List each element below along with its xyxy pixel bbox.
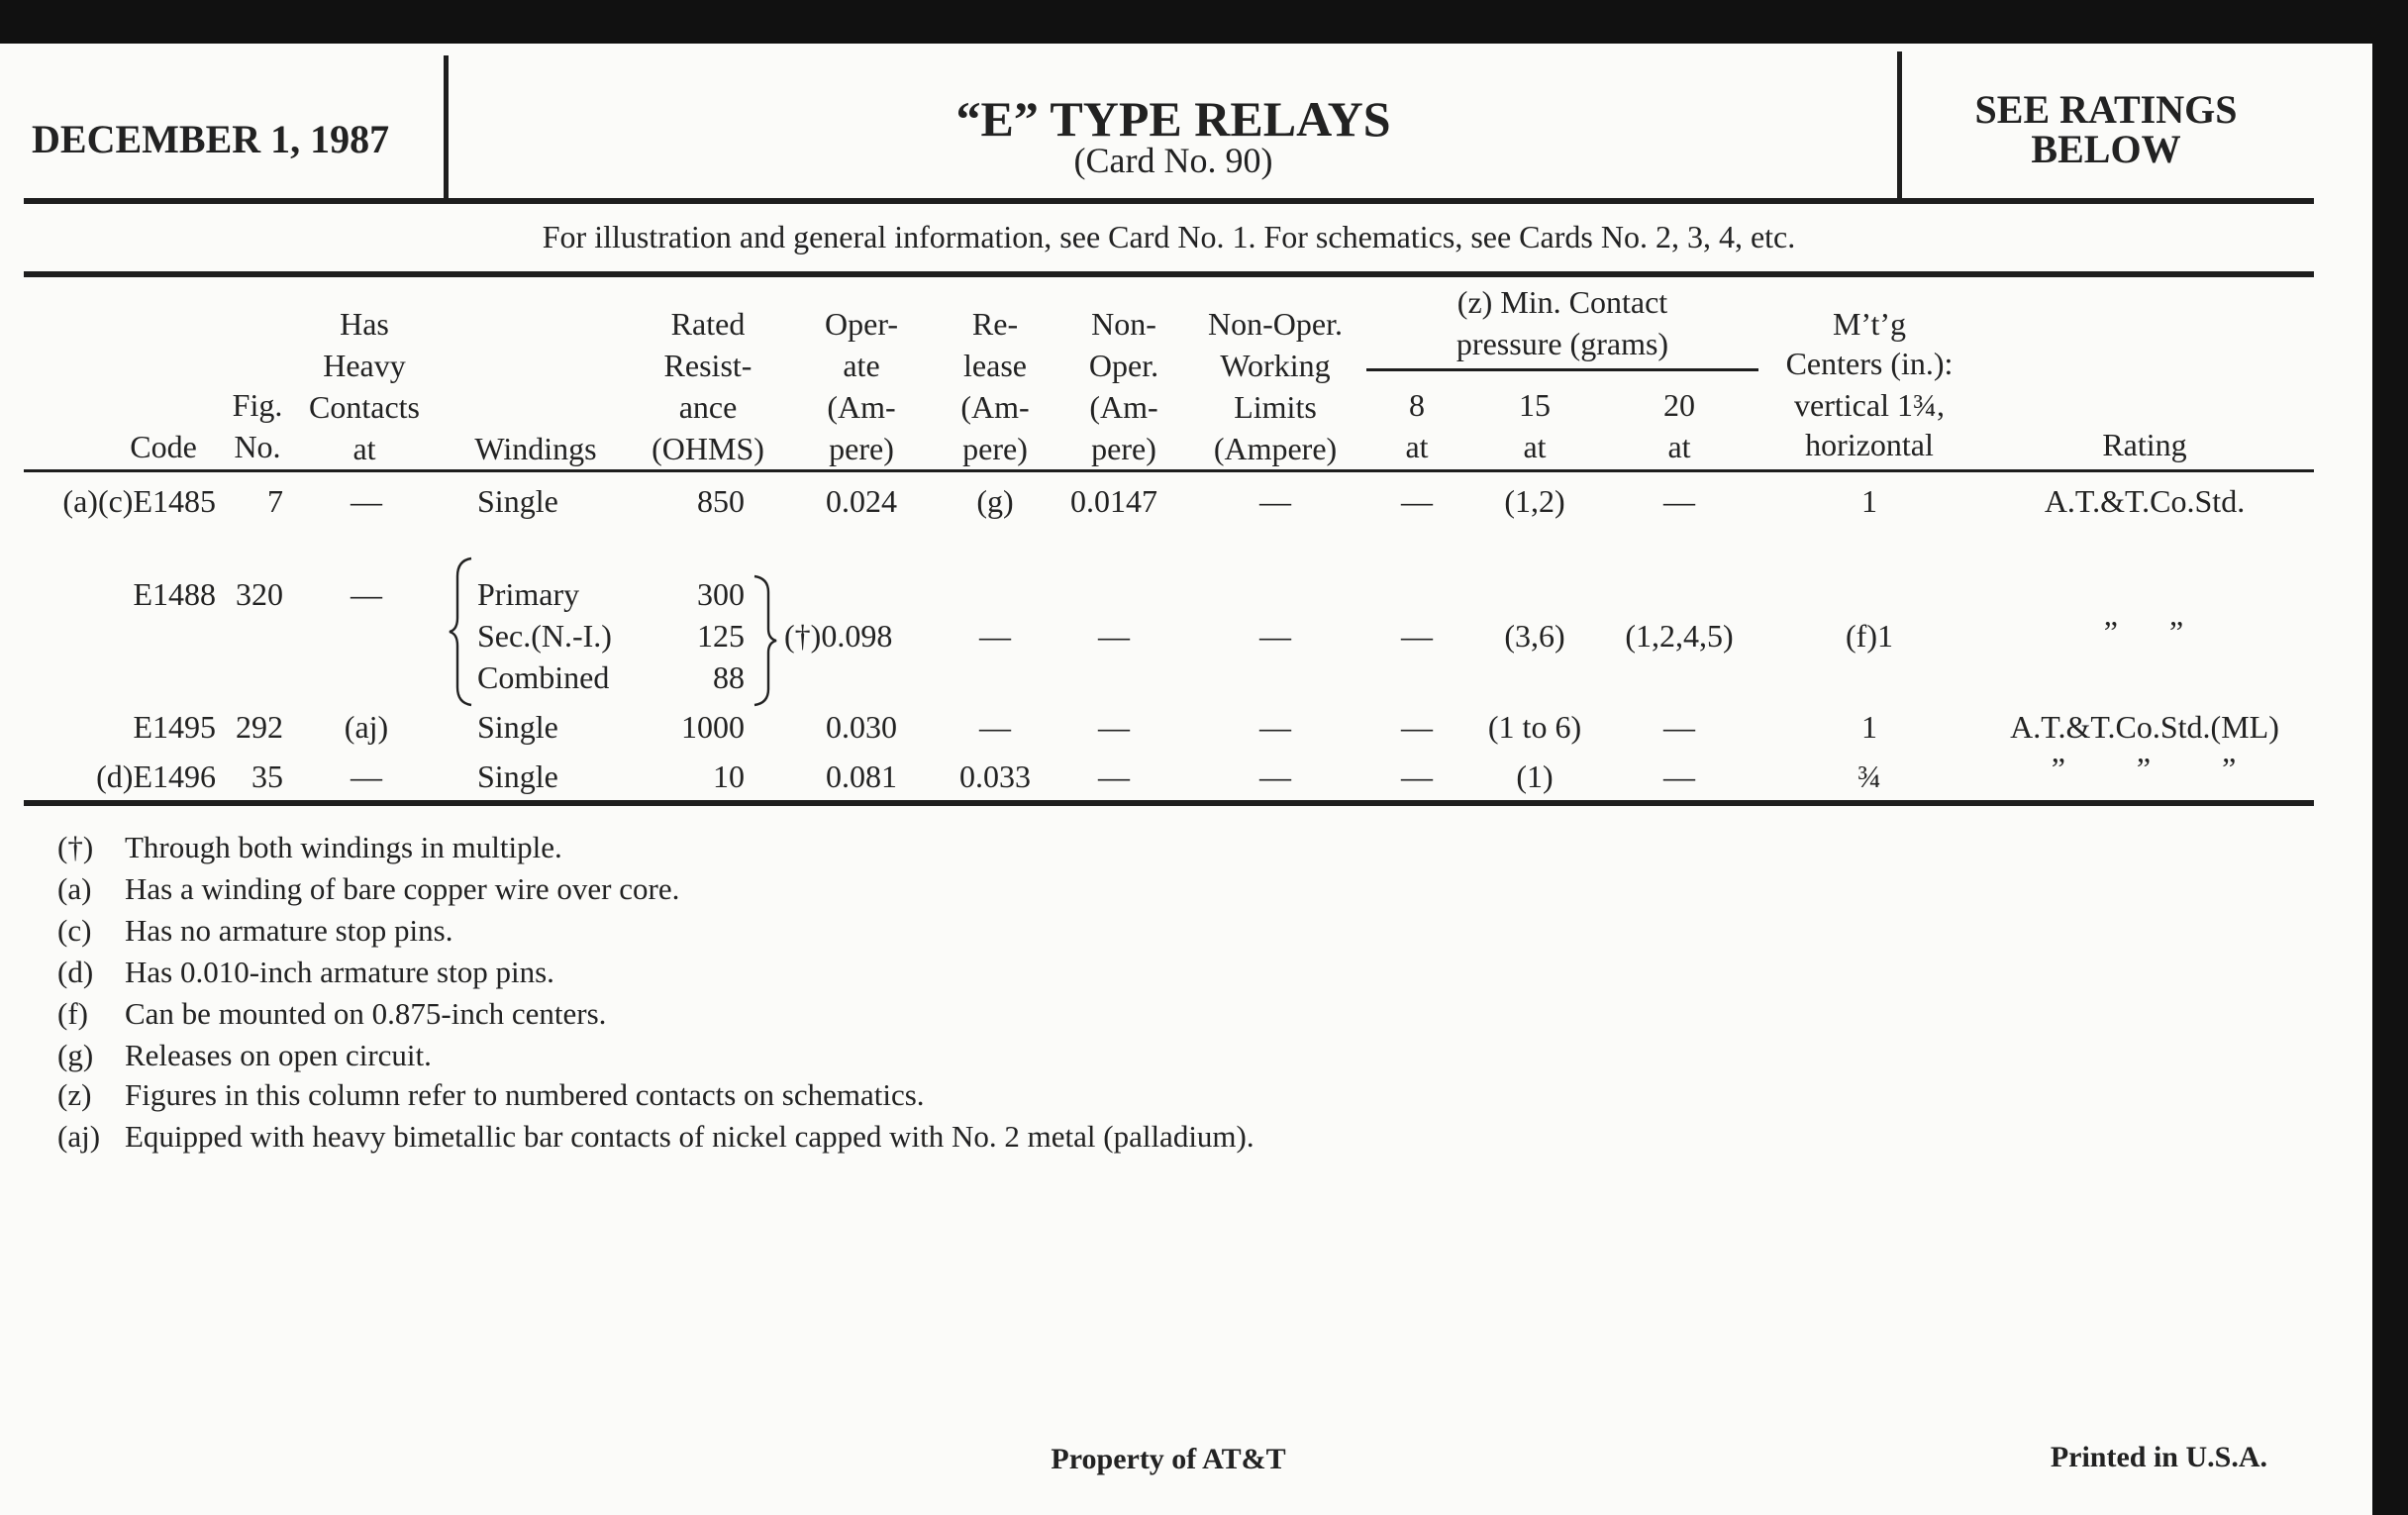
footnote: (aj) Equipped with heavy bimetallic bar contacts of nickel capped with No. 2 metal (palladium). bbox=[57, 1119, 1254, 1154]
row-operate: 0.081 bbox=[826, 758, 897, 794]
col-mtg-1: M’t’g bbox=[1832, 306, 1907, 342]
col-rating: Rating bbox=[2102, 427, 2187, 462]
row-resist-combined: 88 bbox=[713, 659, 745, 695]
row-heavy: — bbox=[351, 576, 382, 612]
row-mtg: 1 bbox=[1861, 709, 1877, 745]
row-nonoper: — bbox=[1098, 709, 1130, 745]
row-c20: (1,2,4,5) bbox=[1625, 618, 1734, 654]
row-c20: — bbox=[1663, 483, 1695, 519]
row-c20: — bbox=[1663, 709, 1695, 745]
table-bottom-rule bbox=[24, 800, 2314, 806]
col-release-1: Re- bbox=[971, 306, 1019, 342]
row-operate: 0.024 bbox=[826, 483, 897, 519]
col-working-3: Limits bbox=[1234, 389, 1317, 425]
col-operate-1: Oper- bbox=[825, 306, 898, 342]
header-divider-right bbox=[1897, 51, 1902, 198]
col-code: Code bbox=[130, 429, 197, 464]
row-operate: 0.030 bbox=[826, 709, 897, 745]
card-title: “E” TYPE RELAYS bbox=[955, 91, 1391, 147]
col-c8-1: 8 bbox=[1409, 387, 1425, 423]
row-code: (d)E1496 bbox=[96, 758, 216, 794]
row-c15: (1,2) bbox=[1504, 483, 1565, 519]
col-operate-3: (Am- bbox=[827, 389, 896, 425]
row-working: — bbox=[1259, 709, 1291, 745]
col-working-1: Non-Oper. bbox=[1208, 306, 1343, 342]
row-release: — bbox=[979, 709, 1011, 745]
row-rating: ” ” bbox=[2103, 614, 2186, 650]
col-mtg-4: horizontal bbox=[1805, 427, 1934, 462]
card-date: DECEMBER 1, 1987 bbox=[32, 117, 390, 161]
header-bottom-rule bbox=[24, 198, 2314, 204]
col-contact-group-1: (z) Min. Contact bbox=[1456, 284, 1668, 320]
info-line: For illustration and general information, see Card No. 1. For schematics, see Cards No. 2, 3, 4, etc. bbox=[542, 219, 1796, 254]
footnote: (†) Through both windings in multiple. bbox=[57, 830, 562, 864]
row-code: (a)(c)E1485 bbox=[62, 483, 216, 519]
row-fig: 292 bbox=[236, 709, 283, 745]
row-rating: A.T.&T.Co.Std. bbox=[2044, 483, 2246, 519]
col-nonoper-2: Oper. bbox=[1088, 348, 1159, 383]
row-windings: Single bbox=[477, 709, 558, 745]
card-number: (Card No. 90) bbox=[1073, 141, 1273, 180]
col-resist-3: ance bbox=[678, 389, 738, 425]
col-release-3: (Am- bbox=[960, 389, 1030, 425]
footnote: (f) Can be mounted on 0.875-inch centers. bbox=[57, 996, 607, 1031]
col-fig-1: Fig. bbox=[232, 387, 283, 423]
footer-property: Property of AT&T bbox=[1051, 1443, 1286, 1475]
footnote: (g) Releases on open circuit. bbox=[57, 1038, 432, 1072]
row-c8: — bbox=[1401, 709, 1433, 745]
row-resist-primary: 300 bbox=[697, 576, 745, 612]
col-release-4: pere) bbox=[962, 431, 1028, 466]
row-heavy: — bbox=[351, 758, 382, 794]
relay-card bbox=[0, 44, 2372, 1515]
row-resist-secondary: 125 bbox=[697, 618, 745, 654]
row-nonoper: 0.0147 bbox=[1070, 483, 1157, 519]
col-windings: Windings bbox=[474, 431, 597, 466]
row-fig: 320 bbox=[236, 576, 283, 612]
row-winding-secondary: Sec.(N.-I.) bbox=[477, 618, 612, 654]
row-working: — bbox=[1259, 758, 1291, 794]
row-operate: (†)0.098 bbox=[784, 618, 893, 654]
row-c15: (1 to 6) bbox=[1487, 709, 1582, 745]
row-release: 0.033 bbox=[959, 758, 1031, 794]
col-c8-2: at bbox=[1405, 429, 1429, 464]
row-nonoper: — bbox=[1098, 758, 1130, 794]
ratings-note-line2: BELOW bbox=[2031, 127, 2181, 171]
row-rating: ” ” ” bbox=[2051, 751, 2239, 786]
right-brace-icon bbox=[752, 574, 778, 707]
col-resist-4: (OHMS) bbox=[652, 431, 764, 466]
row-working: — bbox=[1259, 483, 1291, 519]
row-mtg: (f)1 bbox=[1846, 618, 1893, 654]
row-fig: 7 bbox=[267, 483, 283, 519]
col-heavy-2: Heavy bbox=[323, 348, 406, 383]
row-winding-primary: Primary bbox=[477, 576, 580, 612]
row-resist: 1000 bbox=[681, 709, 745, 745]
col-c15-1: 15 bbox=[1519, 387, 1551, 423]
row-winding-combined: Combined bbox=[477, 659, 610, 695]
col-mtg-2: Centers (in.): bbox=[1785, 346, 1954, 381]
header-row-rule bbox=[24, 469, 2314, 472]
col-resist-2: Resist- bbox=[663, 348, 752, 383]
col-nonoper-1: Non- bbox=[1091, 306, 1156, 342]
row-c20: — bbox=[1663, 758, 1695, 794]
col-fig-2: No. bbox=[234, 429, 281, 464]
col-working-2: Working bbox=[1220, 348, 1331, 383]
row-working: — bbox=[1259, 618, 1291, 654]
row-c8: — bbox=[1401, 758, 1433, 794]
row-mtg: ¾ bbox=[1857, 758, 1881, 794]
col-heavy-3: Contacts bbox=[309, 389, 420, 425]
row-mtg: 1 bbox=[1861, 483, 1877, 519]
footnote: (c) Has no armature stop pins. bbox=[57, 913, 453, 948]
contact-group-rule bbox=[1366, 368, 1758, 371]
row-fig: 35 bbox=[251, 758, 283, 794]
col-heavy-1: Has bbox=[340, 306, 389, 342]
footnote: (a) Has a winding of bare copper wire over core. bbox=[57, 871, 680, 906]
row-nonoper: — bbox=[1098, 618, 1130, 654]
row-c15: (1) bbox=[1516, 758, 1554, 794]
footnote: (d) Has 0.010-inch armature stop pins. bbox=[57, 955, 554, 989]
col-mtg-3: vertical 1¾, bbox=[1794, 387, 1945, 423]
col-c15-2: at bbox=[1523, 429, 1547, 464]
col-nonoper-3: (Am- bbox=[1089, 389, 1158, 425]
row-resist: 850 bbox=[697, 483, 745, 519]
col-release-2: lease bbox=[963, 348, 1027, 383]
col-heavy-4: at bbox=[352, 431, 376, 466]
footer-printed: Printed in U.S.A. bbox=[2050, 1441, 2267, 1473]
col-working-4: (Ampere) bbox=[1213, 431, 1338, 466]
row-release: (g) bbox=[976, 483, 1014, 519]
col-c20-2: at bbox=[1667, 429, 1691, 464]
row-c15: (3,6) bbox=[1504, 618, 1565, 654]
col-operate-2: ate bbox=[843, 348, 880, 383]
row-windings: Single bbox=[477, 483, 558, 519]
row-c8: — bbox=[1401, 618, 1433, 654]
ratings-note-line1: SEE RATINGS bbox=[1974, 87, 2238, 132]
table-top-rule bbox=[24, 271, 2314, 277]
header-divider-left bbox=[444, 55, 449, 202]
col-contact-group-2: pressure (grams) bbox=[1455, 326, 1669, 361]
row-heavy: (aj) bbox=[344, 709, 389, 745]
row-heavy: — bbox=[351, 483, 382, 519]
row-rating: A.T.&T.Co.Std.(ML) bbox=[2010, 709, 2279, 745]
row-c8: — bbox=[1401, 483, 1433, 519]
col-c20-1: 20 bbox=[1663, 387, 1695, 423]
col-operate-4: pere) bbox=[829, 431, 894, 466]
row-code: E1488 bbox=[133, 576, 216, 612]
row-code: E1495 bbox=[133, 709, 216, 745]
col-nonoper-4: pere) bbox=[1091, 431, 1156, 466]
col-resist-1: Rated bbox=[670, 306, 746, 342]
left-brace-icon bbox=[448, 556, 473, 707]
footnote: (z) Figures in this column refer to numbered contacts on schematics. bbox=[57, 1077, 925, 1112]
row-windings: Single bbox=[477, 758, 558, 794]
row-release: — bbox=[979, 618, 1011, 654]
row-resist: 10 bbox=[713, 758, 745, 794]
